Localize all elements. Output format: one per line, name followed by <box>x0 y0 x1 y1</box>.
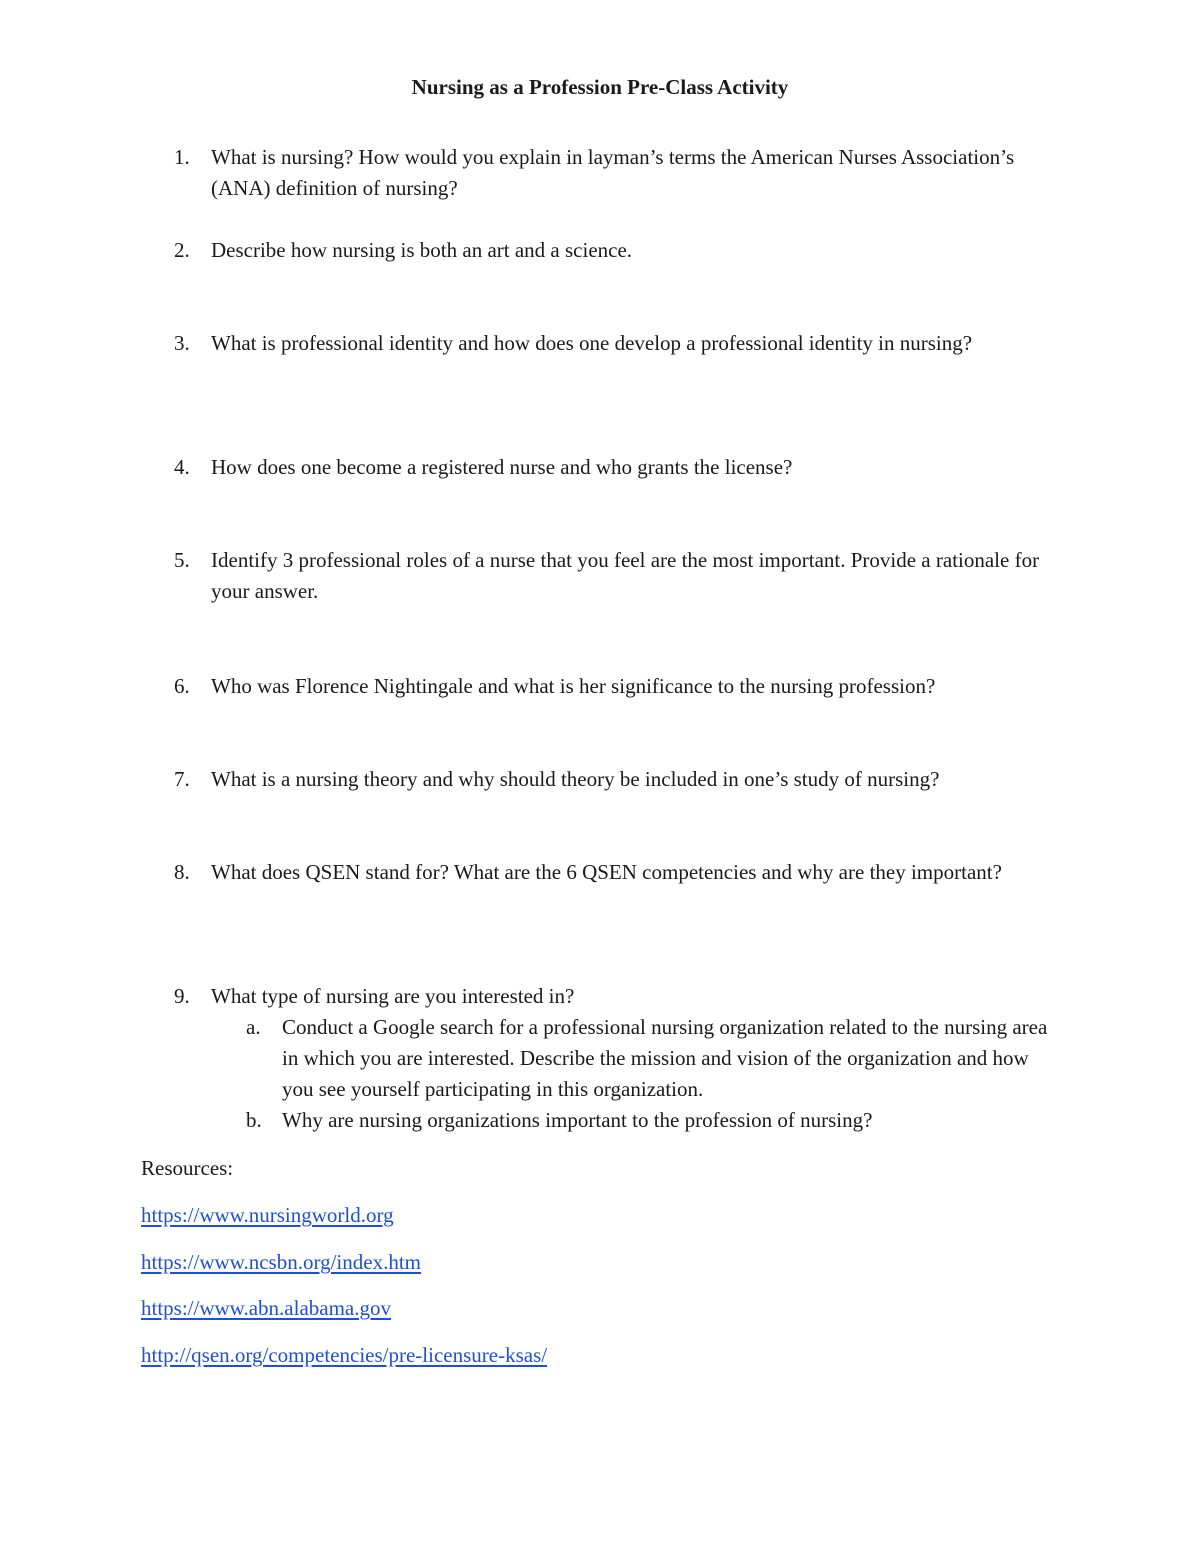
resources-label: Resources: <box>141 1156 234 1180</box>
question-number: 7. <box>174 767 190 791</box>
resource-link-abn-alabama[interactable]: https://www.abn.alabama.gov <box>141 1296 392 1320</box>
question-number: 9. <box>174 984 190 1008</box>
subquestion-letter: a. <box>246 1015 261 1039</box>
question-number: 5. <box>174 548 190 572</box>
question-number: 3. <box>174 331 190 355</box>
question-text: What is a nursing theory and why should theory be included in one’s study of nursing? <box>211 767 940 791</box>
resource-link-nursingworld[interactable]: https://www.nursingworld.org <box>141 1203 394 1227</box>
question-number: 1. <box>174 145 190 169</box>
question-number: 4. <box>174 455 190 479</box>
resource-link-qsen[interactable]: http://qsen.org/competencies/pre-licensure-ksas/ <box>141 1343 548 1367</box>
question-text: Describe how nursing is both an art and a science. <box>211 238 633 262</box>
question-text: How does one become a registered nurse and who grants the license? <box>211 455 793 479</box>
resource-link-ncsbn[interactable]: https://www.ncsbn.org/index.htm <box>141 1250 421 1274</box>
question-number: 6. <box>174 674 190 698</box>
question-number: 8. <box>174 860 190 884</box>
question-text: Who was Florence Nightingale and what is her significance to the nursing profession? <box>211 674 936 698</box>
question-text: What is professional identity and how does one develop a professional identity in nursing? <box>211 331 973 355</box>
page-title: Nursing as a Profession Pre-Class Activity <box>411 75 789 99</box>
question-text: What is nursing? How would you explain in layman’s terms the American Nurses Association’s (ANA) definition of nursing? <box>211 145 1015 200</box>
question-text: What does QSEN stand for? What are the 6 QSEN competencies and why are they important? <box>211 860 1002 884</box>
subquestion-text: Conduct a Google search for a professional nursing organization related to the nursing area in which you are interested. Describe the mission and vision of the organization and how you see yourself participating in this organization. <box>282 1015 1048 1101</box>
question-text: What type of nursing are you interested in? <box>211 984 575 1008</box>
question-text: Identify 3 professional roles of a nurse that you feel are the most important. Provide a rationale for your answer. <box>211 548 1040 603</box>
subquestion-text: Why are nursing organizations important to the profession of nursing? <box>282 1108 873 1132</box>
question-number: 2. <box>174 238 190 262</box>
subquestion-letter: b. <box>246 1108 262 1132</box>
